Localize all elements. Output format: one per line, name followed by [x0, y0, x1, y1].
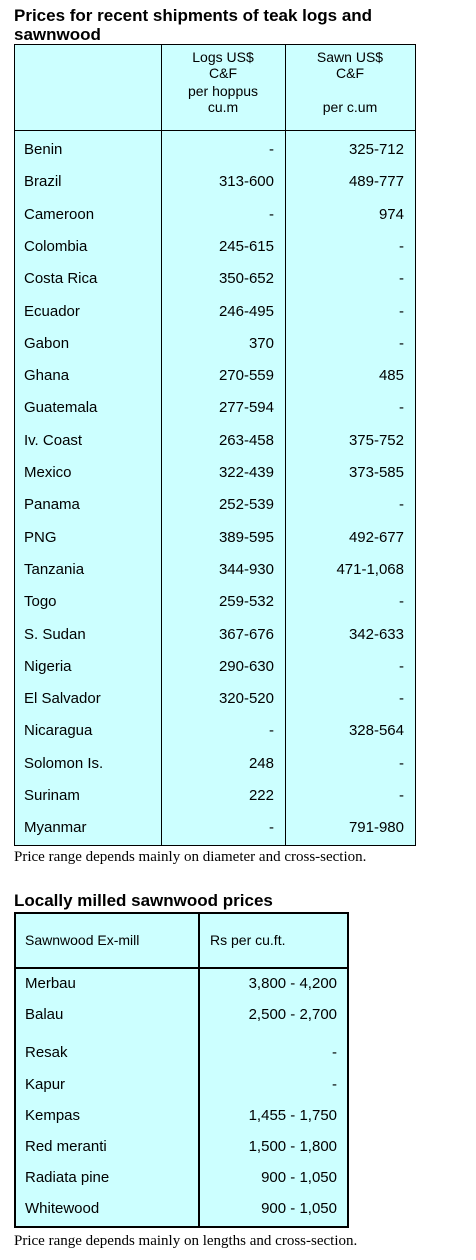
- header-line: C&F: [209, 65, 237, 81]
- table-row: [15, 134, 415, 166]
- country-cell: Nigeria: [24, 657, 72, 675]
- table-row: [15, 522, 415, 554]
- teak-note: Price range depends mainly on diameter and cross-section.: [14, 849, 367, 865]
- sawn-price-cell: -: [399, 593, 404, 611]
- header-line: per hoppus: [187, 83, 259, 99]
- table-row: [15, 651, 415, 683]
- item-cell: Kapur: [25, 1076, 66, 1093]
- logs-price-cell: 350-652: [218, 270, 274, 288]
- logs-price-cell: 290-630: [218, 657, 274, 675]
- country-cell: Costa Rica: [24, 270, 98, 288]
- price-cell: 1,500 - 1,800: [248, 1138, 337, 1155]
- price-cell: 1,455 - 1,750: [248, 1107, 337, 1124]
- sawn-price-cell: -: [399, 399, 404, 417]
- sawn-price-cell: -: [399, 787, 404, 804]
- item-cell: Whitewood: [25, 1200, 100, 1217]
- logs-price-cell: 389-595: [218, 528, 274, 546]
- country-cell: Benin: [24, 141, 63, 158]
- country-cell: Togo: [24, 593, 57, 611]
- table-row: [15, 586, 415, 618]
- country-cell: Ghana: [24, 367, 70, 385]
- price-cell: 900 - 1,050: [261, 1200, 337, 1217]
- country-cell: Surinam: [24, 787, 80, 804]
- sawn-price-cell: 489-777: [348, 173, 404, 191]
- logs-price-cell: 252-539: [218, 496, 274, 514]
- country-cell: Mexico: [24, 464, 72, 481]
- sawn-price-cell: 974: [378, 205, 404, 223]
- header-line: cu.m: [207, 99, 239, 115]
- country-cell: S. Sudan: [24, 625, 86, 643]
- sawn-price-cell: -: [399, 496, 404, 514]
- logs-price-cell: -: [269, 141, 274, 158]
- sawn-price-cell: -: [399, 302, 404, 320]
- table-row: [16, 1069, 347, 1100]
- logs-price-cell: 322-439: [218, 464, 274, 481]
- table-row: [15, 457, 415, 489]
- table-row: [16, 1193, 347, 1224]
- sawn-price-cell: 325-712: [348, 141, 404, 158]
- table-row: [15, 780, 415, 812]
- table-row: [15, 425, 415, 457]
- sawn-price-cell: 492-677: [348, 528, 404, 546]
- sawn-column-header: [285, 49, 415, 115]
- price-column-header: Rs per cu.ft.: [210, 932, 286, 948]
- header-spacer: [285, 81, 415, 99]
- item-cell: Red meranti: [25, 1138, 107, 1155]
- price-cell: 2,500 - 2,700: [248, 1006, 337, 1023]
- item-cell: Balau: [25, 1006, 64, 1023]
- country-cell: Colombia: [24, 237, 88, 255]
- table-row: [15, 231, 415, 263]
- table-row: [16, 1162, 347, 1193]
- table-row: [15, 715, 415, 747]
- logs-price-cell: 313-600: [218, 173, 274, 191]
- table-row: [15, 166, 415, 198]
- country-cell: Guatemala: [24, 399, 98, 417]
- item-cell: Resak: [25, 1044, 68, 1061]
- table-row: [16, 1037, 347, 1068]
- sawn-price-cell: -: [399, 334, 404, 352]
- table-row: [16, 1131, 347, 1162]
- price-cell: 900 - 1,050: [261, 1169, 337, 1186]
- table-row: [15, 360, 415, 392]
- table-row: [15, 328, 415, 360]
- country-cell: Brazil: [24, 173, 62, 191]
- country-cell: Ecuador: [24, 302, 80, 320]
- table-row: [16, 999, 347, 1030]
- country-cell: Gabon: [24, 334, 70, 352]
- logs-price-cell: -: [269, 205, 274, 223]
- price-cell: -: [332, 1076, 337, 1093]
- country-cell: Nicaragua: [24, 722, 93, 740]
- sawn-price-cell: -: [399, 270, 404, 288]
- country-cell: Iv. Coast: [24, 431, 83, 449]
- logs-price-cell: -: [269, 819, 274, 837]
- table-row: [15, 199, 415, 231]
- sawn-price-cell: 485: [378, 367, 404, 385]
- logs-price-cell: 367-676: [218, 625, 274, 643]
- table-row: [15, 489, 415, 521]
- sawn-price-cell: -: [399, 690, 404, 708]
- table-row: [15, 683, 415, 715]
- sawn-price-cell: 328-564: [348, 722, 404, 740]
- logs-price-cell: 344-930: [218, 560, 274, 578]
- sawn-price-cell: 791-980: [348, 819, 404, 837]
- sawn-price-cell: 375-752: [348, 431, 404, 449]
- header-divider: [15, 130, 415, 131]
- logs-price-cell: 245-615: [218, 237, 274, 255]
- logs-price-cell: 259-532: [218, 593, 274, 611]
- logs-column-header: [161, 49, 285, 115]
- item-cell: Merbau: [25, 975, 76, 992]
- price-cell: 3,800 - 4,200: [248, 975, 337, 992]
- country-cell: Solomon Is.: [24, 754, 104, 772]
- table-row: [15, 263, 415, 295]
- sawn-price-cell: 471-1,068: [336, 560, 404, 578]
- local-note: Price range depends mainly on lengths and cross-section.: [14, 1233, 358, 1249]
- sawn-price-cell: -: [399, 237, 404, 255]
- header-line: per c.um: [322, 99, 378, 115]
- header-line: Sawn US$: [316, 49, 384, 65]
- table-row: [15, 812, 415, 844]
- teak-prices-title: Prices for recent shipments of teak logs and sawnwood: [14, 6, 373, 44]
- logs-price-cell: 248: [248, 754, 274, 772]
- table-row: [16, 968, 347, 999]
- sawn-price-cell: -: [399, 754, 404, 772]
- country-cell: Panama: [24, 496, 80, 514]
- sawn-price-cell: 342-633: [348, 625, 404, 643]
- logs-price-cell: 222: [248, 787, 274, 804]
- country-cell: Myanmar: [24, 819, 87, 837]
- logs-price-cell: 270-559: [218, 367, 274, 385]
- sawn-price-cell: -: [399, 657, 404, 675]
- teak-prices-table: [14, 44, 416, 846]
- logs-price-cell: 320-520: [218, 690, 274, 708]
- country-cell: Tanzania: [24, 560, 85, 578]
- item-cell: Radiata pine: [25, 1169, 110, 1186]
- logs-price-cell: 246-495: [218, 302, 274, 320]
- logs-price-cell: 370: [248, 334, 274, 352]
- country-cell: Cameroon: [24, 205, 95, 223]
- table-row: [15, 392, 415, 424]
- local-prices-table: [14, 912, 349, 1228]
- price-cell: -: [332, 1044, 337, 1061]
- logs-price-cell: 277-594: [218, 399, 274, 417]
- sawn-price-cell: 373-585: [348, 464, 404, 481]
- local-prices-title: Locally milled sawnwood prices: [14, 891, 273, 910]
- table-row: [15, 554, 415, 586]
- logs-price-cell: -: [269, 722, 274, 740]
- item-column-header: Sawnwood Ex-mill: [25, 932, 140, 948]
- header-line: C&F: [336, 65, 364, 81]
- table-row: [15, 619, 415, 651]
- country-cell: PNG: [24, 528, 57, 546]
- table-row: [16, 1100, 347, 1131]
- table-row: [15, 748, 415, 780]
- country-cell: El Salvador: [24, 690, 101, 708]
- header-line: Logs US$: [192, 49, 254, 65]
- logs-price-cell: 263-458: [218, 431, 274, 449]
- item-cell: Kempas: [25, 1107, 81, 1124]
- table-row: [15, 296, 415, 328]
